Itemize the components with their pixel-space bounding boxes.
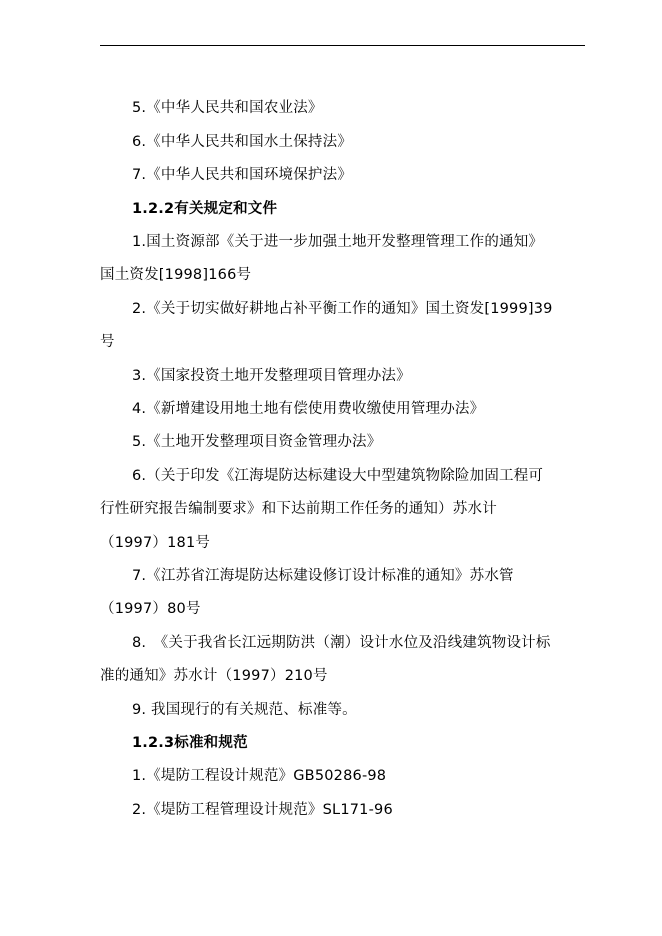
regulation-item-8-cont: 准的通知》苏水计（1997）210号 bbox=[100, 668, 328, 684]
regulation-item-2-cont: 号 bbox=[100, 334, 115, 350]
regulation-item-5: 5.《土地开发整理项目资金管理办法》 bbox=[132, 434, 382, 450]
regulation-item-1: 1.国土资源部《关于进一步加强土地开发整理管理工作的通知》 bbox=[132, 234, 544, 250]
regulation-item-6: 6.（关于印发《江海堤防达标建设大中型建筑物除险加固工程可 bbox=[132, 468, 544, 484]
standard-item-1: 1.《堤防工程设计规范》GB50286-98 bbox=[132, 768, 387, 784]
regulation-item-6-cont-2: （1997）181号 bbox=[100, 535, 211, 551]
standard-item-2: 2.《堤防工程管理设计规范》SL171-96 bbox=[132, 802, 393, 818]
law-item-6: 6.《中华人民共和国水土保持法》 bbox=[132, 134, 353, 150]
regulation-item-7: 7.《江苏省江海堤防达标建设修订设计标准的通知》苏水管 bbox=[132, 568, 514, 584]
law-item-5: 5.《中华人民共和国农业法》 bbox=[132, 100, 323, 116]
regulation-item-9: 9. 我国现行的有关规范、标准等。 bbox=[132, 702, 357, 718]
regulation-item-8: 8. 《关于我省长江远期防洪（潮）设计水位及沿线建筑物设计标 bbox=[132, 635, 551, 651]
regulation-item-2: 2.《关于切实做好耕地占补平衡工作的通知》国土资发[1999]39 bbox=[132, 301, 553, 317]
section-heading-1-2-3: 1.2.3标准和规范 bbox=[132, 735, 248, 751]
regulation-item-7-cont: （1997）80号 bbox=[100, 601, 201, 617]
regulation-item-3: 3.《国家投资土地开发整理项目管理办法》 bbox=[132, 368, 411, 384]
regulation-item-4: 4.《新增建设用地土地有偿使用费收缴使用管理办法》 bbox=[132, 401, 485, 417]
law-item-7: 7.《中华人民共和国环境保护法》 bbox=[132, 167, 353, 183]
section-heading-1-2-2: 1.2.2有关规定和文件 bbox=[132, 201, 278, 217]
regulation-item-6-cont-1: 行性研究报告编制要求》和下达前期工作任务的通知）苏水计 bbox=[100, 501, 497, 517]
regulation-item-1-cont: 国土资发[1998]166号 bbox=[100, 267, 252, 283]
header-rule bbox=[100, 45, 585, 46]
